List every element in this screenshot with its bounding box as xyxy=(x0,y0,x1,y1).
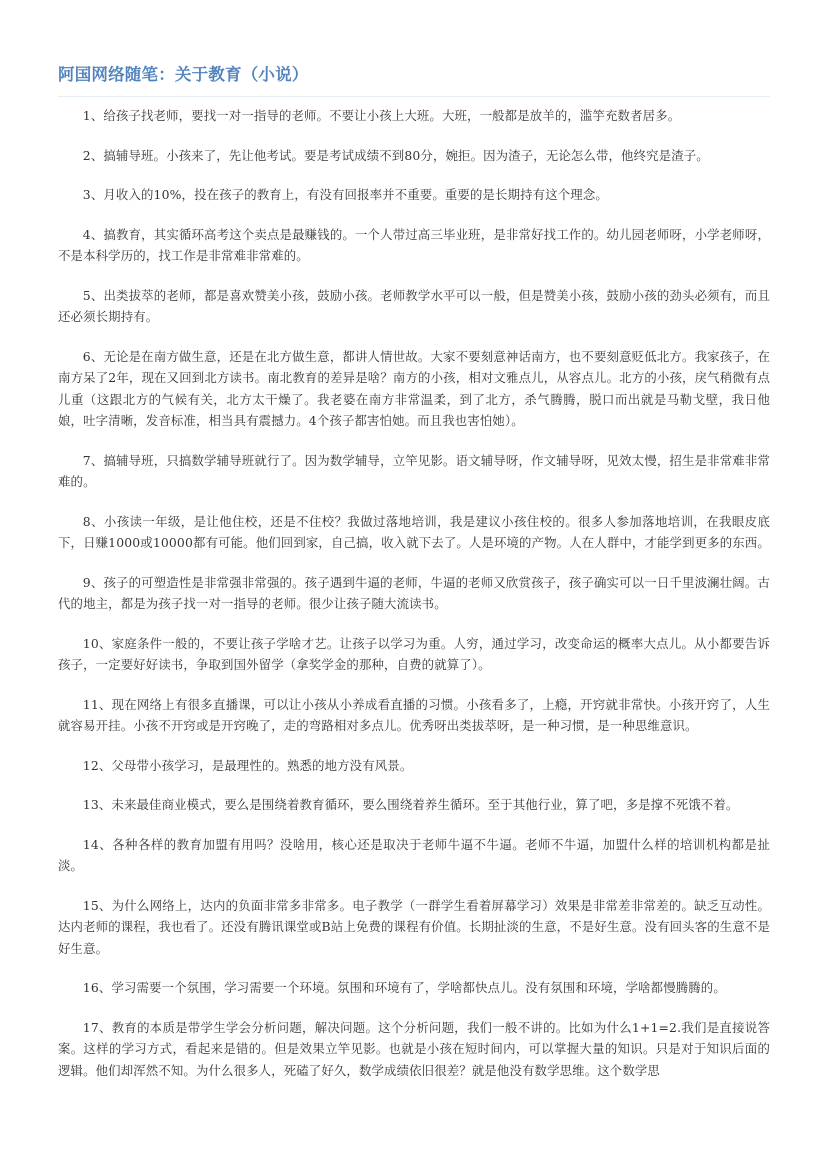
paragraph: 11、现在网络上有很多直播课，可以让小孩从小养成看直播的习惯。小孩看多了，上瘾，开窍就非常快。小孩开窍了，人生就容易开挂。小孩不开窍或是开窍晚了，走的弯路相对多点儿。优秀呀出类拔萃呀，是一种习惯，是一种思维意识。 xyxy=(58,696,770,733)
paragraph: 16、学习需要一个氛围，学习需要一个环境。氛围和环境有了，学啥都快点儿。没有氛围和环境，学啥都慢腾腾的。 xyxy=(82,980,726,995)
paragraph: 3、月收入的10%，投在孩子的教育上，有没有回报率并不重要。重要的是长期持有这个理念。 xyxy=(82,187,608,202)
paragraph: 13、未来最佳商业模式，要么是围绕着教育循环，要么围绕着养生循环。至于其他行业，算了吧，多是撑不死饿不着。 xyxy=(82,797,739,812)
paragraph: 17、教育的本质是带学生学会分析问题，解决问题。这个分析问题，我们一般不讲的。比如为什么1+1=2.我们是直接说答案。这样的学习方式，看起来是错的。但是效果立竿见影。也就是小孩在短时间内，可以掌握大量的知识。只是对于知识后面的逻辑。他们却浑然不知。为什么很多人，死磕了好久，数学成绩依旧很差？就是他没有数学思维。这个数学思 xyxy=(58,1019,770,1078)
paragraph: 4、搞教育，其实循环高考这个卖点是最赚钱的。一个人带过高三毕业班，是非常好找工作的。幼儿园老师呀，小学老师呀，不是本科学历的，找工作是非常难非常难的。 xyxy=(58,226,770,263)
document-page xyxy=(58,62,770,1099)
document-body xyxy=(58,105,770,1081)
paragraph: 10、家庭条件一般的，不要让孩子学啥才艺。让孩子以学习为重。人穷，通过学习，改变命运的概率大点儿。从小都要告诉孩子，一定要好好读书，争取到国外留学（拿奖学金的那种，自费的就算了）。 xyxy=(58,635,770,672)
paragraph: 5、出类拔萃的老师，都是喜欢赞美小孩，鼓励小孩。老师教学水平可以一般，但是赞美小孩，鼓励小孩的劲头必须有，而且还必须长期持有。 xyxy=(58,287,770,324)
paragraph: 2、搞辅导班。小孩来了，先让他考试。要是考试成绩不到80分，婉拒。因为渣子，无论怎么带，他终究是渣子。 xyxy=(82,147,709,163)
paragraph: 8、小孩读一年级，是让他住校，还是不住校？我做过落地培训，我是建议小孩住校的。很多人参加落地培训，在我眼皮底下，日赚1000或10000都有可能。他们回到家，自己搞，收入就下去了。人是环境的产物。人在人群中，才能学到更多的东西。 xyxy=(58,513,770,550)
paragraph: 9、孩子的可塑造性是非常强非常强的。孩子遇到牛逼的老师，牛逼的老师又欣赏孩子，孩子确实可以一日千里波澜壮阔。古代的地主，都是为孩子找一对一指导的老师。很少让孩子随大流读书。 xyxy=(58,574,770,611)
paragraph: 1、给孩子找老师，要找一对一指导的老师。不要让小孩上大班。大班，一般都是放羊的，滥竽充数者居多。 xyxy=(82,108,681,123)
paragraph: 6、无论是在南方做生意，还是在北方做生意，都讲人情世故。大家不要刻意神话南方，也不要刻意贬低北方。我家孩子，在南方呆了2年，现在又回到北方读书。南北教育的差异是啥？南方的小孩，相对文雅点儿，从容点儿。北方的小孩，戾气稍微有点儿重（这跟北方的气候有关，北方太干燥了。我老婆在南方非常温柔，到了北方，杀气腾腾，脱口而出就是马勒戈壁，我日他娘，吐字清晰，发音标准，相当具有震撼力。4个孩子都害怕她。而且我也害怕她）。 xyxy=(58,348,770,428)
paragraph: 15、为什么网络上，达内的负面非常多非常多。电子教学（一群学生看着屏幕学习）效果是非常差非常差的。缺乏互动性。达内老师的课程，我也看了。还没有腾讯课堂或B站上免费的课程有价值。长期扯淡的生意，不是好生意。没有回头客的生意不是好生意。 xyxy=(58,897,770,956)
paragraph: 12、父母带小孩学习，是最理性的。熟悉的地方没有风景。 xyxy=(82,757,413,773)
paragraph: 14、各种各样的教育加盟有用吗？没啥用，核心还是取决于老师牛逼不牛逼。老师不牛逼，加盟什么样的培训机构都是扯淡。 xyxy=(58,836,770,873)
document-title: 阿国网络随笔：关于教育（小说） xyxy=(58,62,770,97)
paragraph: 7、搞辅导班，只搞数学辅导班就行了。因为数学辅导，立竿见影。语文辅导呀，作文辅导呀，见效太慢，招生是非常难非常难的。 xyxy=(58,452,770,489)
